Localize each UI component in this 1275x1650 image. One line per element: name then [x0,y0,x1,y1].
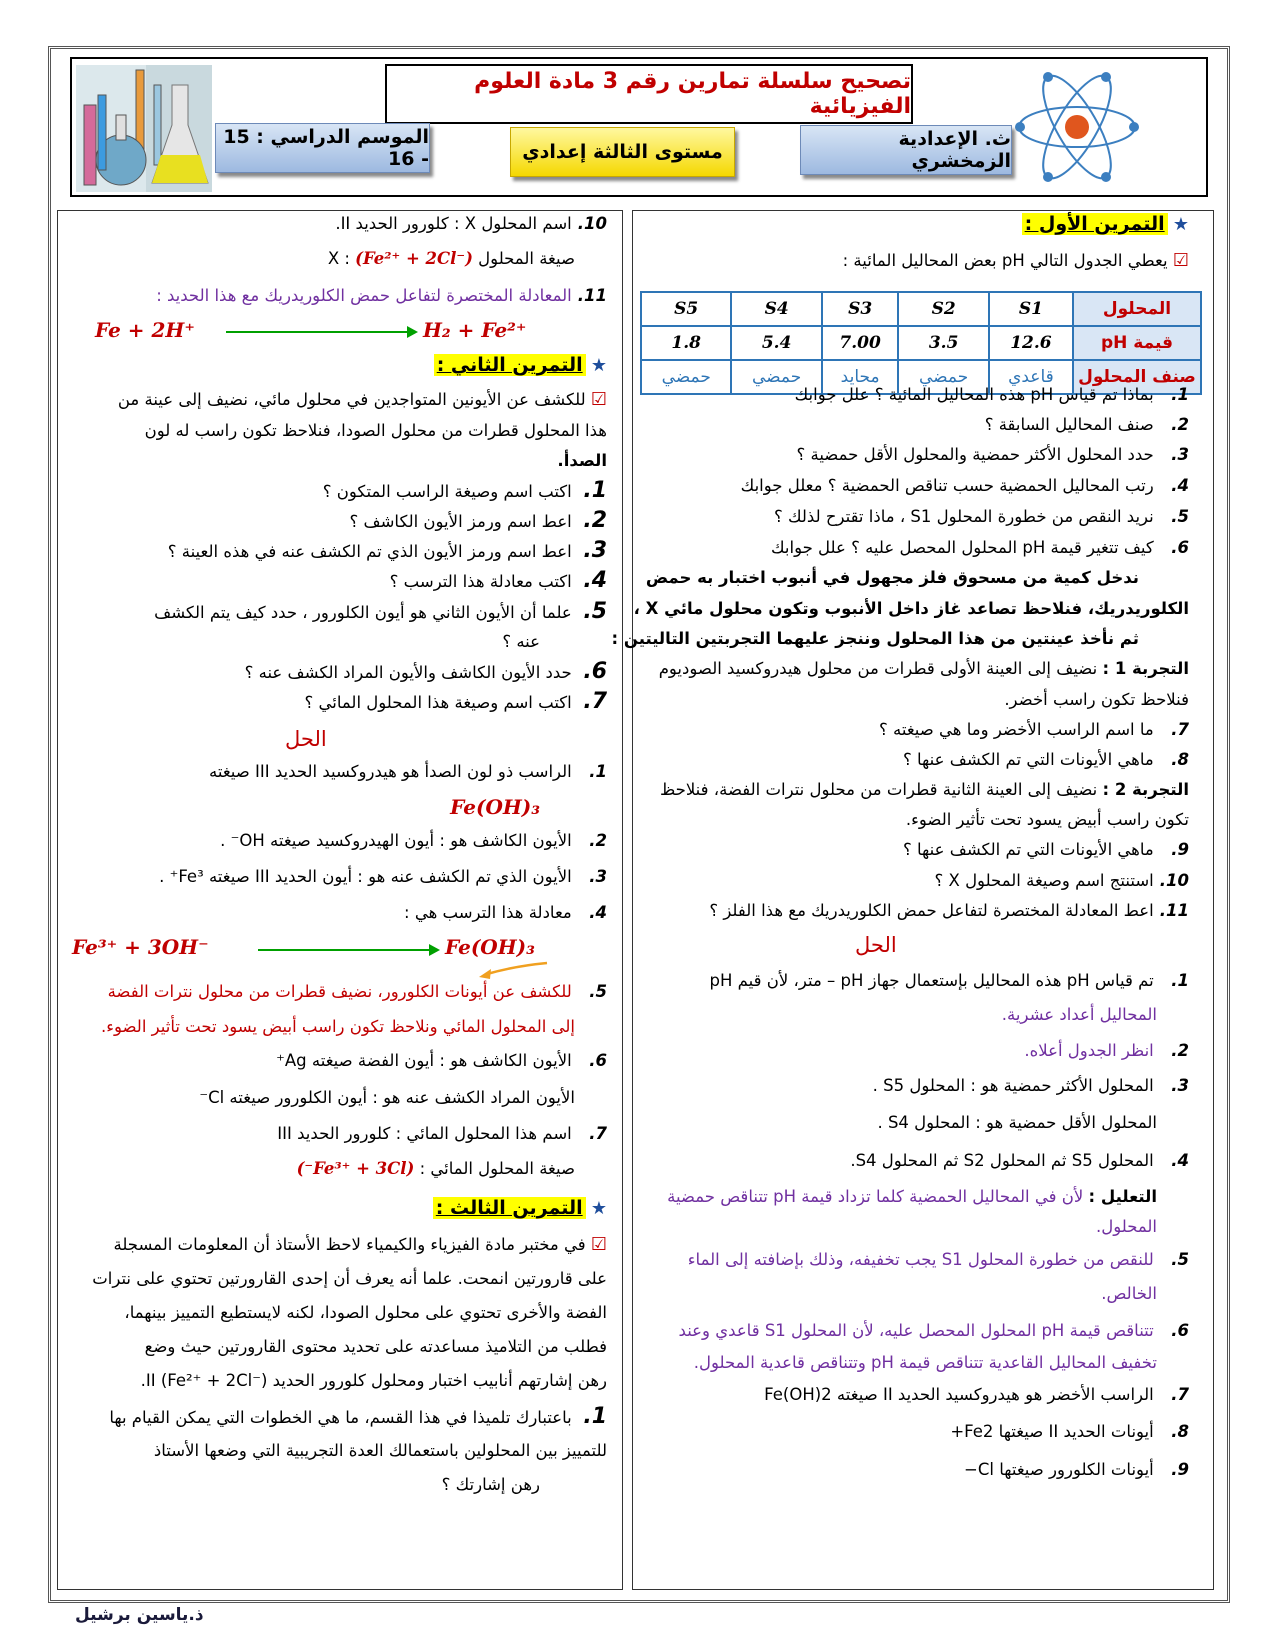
answer-item-cont: المحلول الأقل حمضية هو : المحلول S4 . [877,1113,1157,1132]
question-item: 1. باعتبارك تلميذا في هذا القسم، ما هي الخطوات التي يمكن القيام بها [109,1404,607,1429]
question-item: 7. ما اسم الراسب الأخضر وما هي صيغته ؟ [879,720,1189,739]
table-row-label: المحلول [1073,292,1201,326]
answer-item: 6. تتناقص قيمة pH المحلول المحصل عليه، لأن المحلول S1 قاعدي وعند [678,1321,1189,1340]
table-cell: 7.00 [822,326,899,360]
table-cell: 12.6 [989,326,1073,360]
answer-item-cont: الخالص. [1101,1284,1157,1303]
table-cell: حمضي [641,360,731,394]
question-item-cont: للتمييز بين المحلولين باستعمالك العدة التجريبية التي وضعها الأستاذ [153,1441,607,1460]
exercise-1-intro: ☑ يعطي الجدول التالي pH بعض المحاليل المائية : [842,250,1189,271]
question-item: 7. اكتب اسم وصيغة هذا المحلول المائي ؟ [304,689,607,714]
answer-item: 11. المعادلة المختصرة لتفاعل حمض الكلوريدريك مع هذا الحديد : [156,286,607,305]
equation-1-reactants: Fe + 2H⁺ [95,318,195,342]
answer-item: 1. الراسب ذو لون الصدأ هو هيدروكسيد الحديد III صيغته [209,762,607,781]
equation-1-products: H₂ + Fe²⁺ [423,318,527,342]
question-item: 5. علما أن الأيون الثاني هو أيون الكلورور ، حدد كيف يتم الكشف [154,599,607,624]
question-item: 2. صنف المحاليل السابقة ؟ [984,415,1189,434]
solution-title: الحل [285,727,327,751]
table-cell: S2 [898,292,988,326]
answer-item-cont: صيغة المحلول X : (Fe²⁺ + 2Cl⁻) [327,249,575,268]
experiment-1-cont: فنلاحظ تكون راسب أخضر. [1004,690,1189,709]
answer-item: 7. اسم هذا المحلول المائي : كلورور الحديد III [277,1124,607,1143]
answer-item-cont: الأيون المراد الكشف عنه هو : أيون الكلورور صيغته Cl⁻ [199,1088,575,1107]
exercise-3-heading: ★ التمرين الثالث : [433,1197,607,1220]
answer-item: 7. الراسب الأخضر هو هيدروكسيد الحديد II صيغته Fe(OH)2 [764,1385,1189,1404]
equation-2-products: Fe(OH)₃ [445,935,535,959]
author-signature: ذ.ياسين برشيل [75,1605,204,1625]
question-item: 4. رتب المحاليل الحمضية حسب تناقص الحمضية ؟ معلل جوابك [740,476,1189,495]
table-cell: 1.8 [641,326,731,360]
question-item: 6. حدد الأيون الكاشف والأيون المراد الكشف عنه ؟ [244,659,607,684]
paragraph-line: الفضة والأخرى تحتوي على محلول الصودا، لكنه لايستطيع التمييز بينهما، [124,1303,607,1322]
question-item: 10. استنتج اسم وصيغة المحلول X ؟ [934,871,1189,890]
answer-item: 3. الأيون الذي تم الكشف عنه هو : أيون الحديد III صيغته Fe³⁺ . [159,867,607,886]
table-cell: قاعدي [989,360,1073,394]
paragraph-line: ☑ للكشف عن الأيونين المتواجدين في محلول مائي، نضيف إلى عينة من [117,389,607,410]
answer-item-cont: تخفيف المحاليل القاعدية تتناقص قيمة pH وتتناقص قاعدية المحلول. [693,1353,1157,1372]
ph-table [640,291,1202,395]
table-cell: محايد [822,360,899,394]
paragraph-line: الكلوريدريك، فنلاحظ تصاعد غاز داخل الأنبوب وتكون محلول مائي X ، [633,599,1189,618]
table-cell: 3.5 [898,326,988,360]
question-item: 11. اعط المعادلة المختصرة لتفاعل حمض الكلوريدريك مع هذا الفلز ؟ [709,901,1189,920]
table-row-label: صنف المحلول [1073,360,1201,394]
table-row-label: قيمة pH [1073,326,1201,360]
question-item: 2. اعط اسم ورمز الأيون الكاشف ؟ [349,508,607,533]
season-label: الموسم الدراسي : 15 - 16 [215,123,430,173]
question-item-cont: عنه ؟ [502,632,540,651]
answer-item: 1. تم قياس pH هذه المحاليل بإستعمال جهاز pH – متر، لأن قيم pH [709,971,1189,990]
answer-item: 10. اسم المحلول X : كلورور الحديد II. [335,214,607,233]
paragraph-line: فطلب من التلاميذ مساعدته على تحديد محتوى القارورتين حيث وضع [144,1337,607,1356]
answer-reason: التعليل : لأن في المحاليل الحمضية كلما تزداد قيمة pH تتناقص حمضية [667,1187,1157,1206]
table-cell: S3 [822,292,899,326]
answer-item: 5. للنقص من خطورة المحلول S1 يجب تخفيفه، وذلك بإضافته إلى الماء [687,1250,1189,1269]
answer-item-cont: إلى المحلول المائي ونلاحظ تكون راسب أبيض يسود تحت تأثير الضوء. [100,1017,575,1036]
paragraph-line: على قارورتين انمحت. علما أنه يعرف أن إحدى القارورتين تحتوي على نترات [92,1269,607,1288]
question-item: 3. حدد المحلول الأكثر حمضية والمحلول الأقل حمضية ؟ [796,445,1189,464]
answer-item-cont: المحاليل أعداد عشرية. [1001,1005,1157,1024]
paragraph-line: هذا المحلول قطرات من محلول الصودا، فنلاحظ تكون راسب له لون [144,421,607,440]
orange-arrow-icon [475,960,550,982]
answer-item: 2. انظر الجدول أعلاه. [1024,1041,1189,1060]
table-cell: S5 [641,292,731,326]
answer-item: 8. أيونات الحديد II صيغتها Fe2+ [950,1422,1189,1441]
experiment-2-cont: تكون راسب أبيض يسود تحت تأثير الضوء. [905,810,1189,829]
solution-title: الحل [855,933,897,957]
question-item: 3. اعط اسم ورمز الأيون الذي تم الكشف عنه في هذه العينة ؟ [167,538,607,563]
paragraph-line: ندخل كمية من مسحوق فلز مجهول في أنبوب اختبار به حمض [645,568,1139,587]
answer-item: 3. المحلول الأكثر حمضية هو : المحلول S5 . [872,1076,1189,1095]
question-item: 6. كيف تتغير قيمة pH المحلول المحصل عليه ؟ علل جوابك [770,538,1189,557]
question-item: 9. ماهي الأيونات التي تم الكشف عنها ؟ [903,840,1189,859]
paragraph-line: الصدأ. [557,451,607,470]
page-title: تصحيح سلسلة تمارين رقم 3 مادة العلوم الفيزيائية [385,64,913,124]
question-item: 1. اكتب اسم وصيغة الراسب المتكون ؟ [322,478,607,503]
table-cell: 5.4 [731,326,821,360]
table-cell: S4 [731,292,821,326]
table-cell: حمضي [731,360,821,394]
experiment-2: التجربة 2 : نضيف إلى العينة الثانية قطرات من محلول نترات الفضة، فنلاحظ [659,780,1189,799]
formula: Fe(OH)₃ [450,795,540,819]
equation-2-reactants: Fe³⁺ + 3OH⁻ [72,935,209,959]
question-item: 1. بماذا تم قياس pH هذه المحاليل المائية ؟ علل جوابك [794,385,1189,404]
answer-item: 9. أيونات الكلورور صيغتها Cl− [964,1460,1189,1479]
reaction-arrow [226,331,416,333]
question-item: 4. اكتب معادلة هذا الترسب ؟ [389,568,607,593]
answer-item: 4. معادلة هذا الترسب هي : [404,903,607,922]
lab-glassware-image [76,65,212,192]
paragraph-line: ☑ في مختبر مادة الفيزياء والكيمياء لاحظ الأستاذ أن المعلومات المسجلة [113,1234,607,1255]
table-cell: S1 [989,292,1073,326]
exercise-1-heading: ★ التمرين الأول : [1022,213,1189,236]
exercise-2-heading: ★ التمرين الثاني : [434,354,607,377]
answer-item: 5. للكشف عن أيونات الكلورور، نضيف قطرات من محلول نترات الفضة [107,982,607,1001]
answer-item: 4. المحلول S5 ثم المحلول S2 ثم المحلول S4. [850,1151,1189,1170]
answer-item-cont: صيغة المحلول المائي : (Fe³⁺ + 3Cl⁻) [296,1159,575,1178]
atom-icon [1015,62,1140,192]
answer-reason-cont: المحلول. [1095,1217,1157,1236]
answer-item: 2. الأيون الكاشف هو : أيون الهيدروكسيد صيغته OH⁻ . [220,831,607,850]
experiment-1: التجربة 1 : نضيف إلى العينة الأولى قطرات من محلول هيدروكسيد الصوديوم [658,659,1189,678]
level-label: مستوى الثالثة إعدادي [510,127,735,177]
paragraph-line: ثم نأخذ عينتين من هذا المحلول وننجز عليهما التجربتين التاليتين : [611,629,1139,648]
question-item: 8. ماهي الأيونات التي تم الكشف عنها ؟ [903,750,1189,769]
school-label: ث. الإعدادية الزمخشري [800,125,1012,175]
paragraph-line: رهن إشارتهم أنابيب اختبار ومحلول كلورور الحديد II (Fe²⁺ + 2Cl⁻). [140,1371,607,1390]
answer-item: 6. الأيون الكاشف هو : أيون الفضة صيغته Ag⁺ [276,1051,607,1070]
question-item-cont: رهن إشارتك ؟ [441,1475,540,1494]
reaction-arrow [258,949,438,951]
table-cell: حمضي [898,360,988,394]
question-item: 5. نريد النقص من خطورة المحلول S1 ، ماذا تقترح لذلك ؟ [773,507,1189,526]
